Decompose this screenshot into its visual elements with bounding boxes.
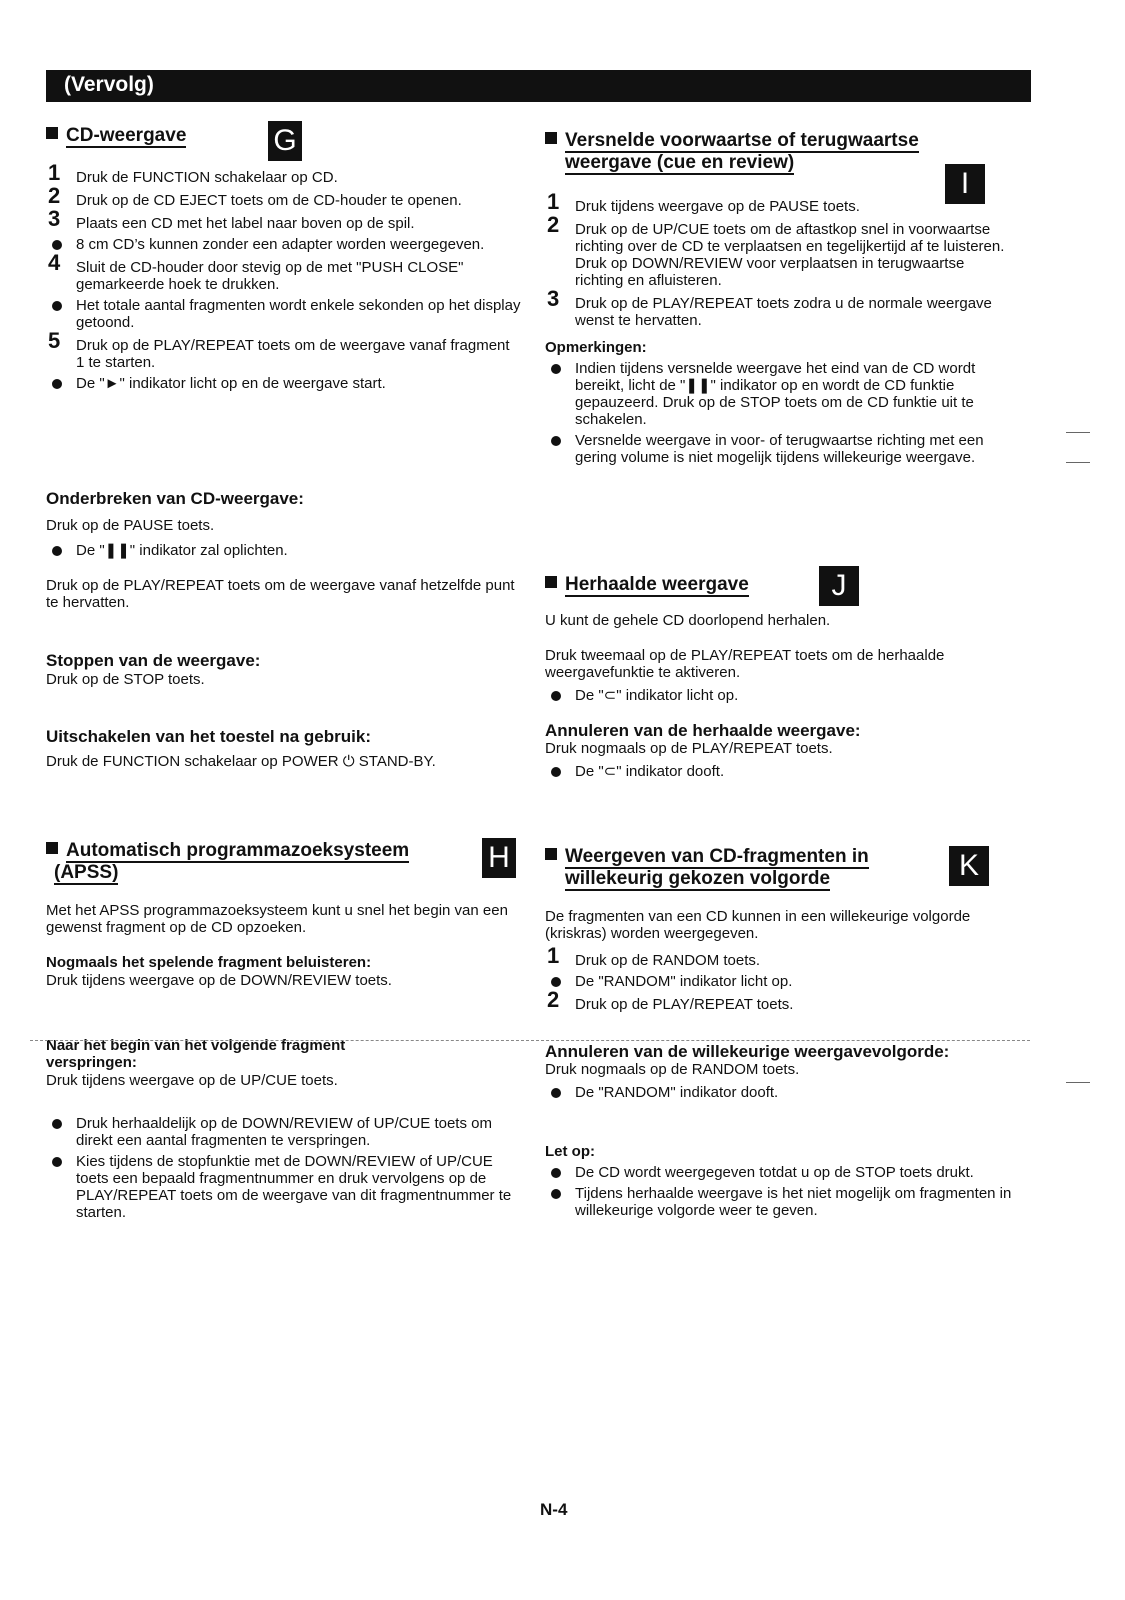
bullet-note: Indien tijdens versnelde weergave het eind van de CD wordt bereikt, licht de "❚❚" indikator op en wordt de CD funktie gepauzeerd. Druk op de STOP toets om de CD funktie uit te schakelen. [545, 360, 1015, 428]
section-title-line2: willekeurig gekozen volgorde [565, 868, 831, 889]
section-title: Weergeven van CD-fragmenten in [565, 846, 869, 867]
section-badge-i: I [945, 164, 985, 204]
margin-mark [1066, 1082, 1090, 1083]
section-title-line2: weergave (cue en review) [565, 152, 795, 173]
notes-heading: Opmerkingen: [545, 339, 647, 356]
bullet-square-icon [46, 842, 58, 854]
bullet-note: De "⊂" indikator licht op. [545, 687, 1015, 704]
step-3: 3 Druk op de PLAY/REPEAT toets zodra u de normale weergave wenst te hervatten. [547, 286, 992, 329]
section-cue-review [545, 130, 1015, 466]
section-badge-g: G [268, 121, 302, 161]
step-4: 4 Sluit de CD-houder door stevig op de met "PUSH CLOSE" gemarkeerde hoek te drukken. [48, 250, 464, 293]
subheading: Stoppen van de weergave: [46, 651, 261, 670]
continued-banner [46, 70, 1031, 102]
subheading: Onderbreken van CD-weergave: [46, 489, 304, 508]
bullet-note: De "►" indikator licht op en de weergave start. [46, 375, 521, 392]
bullet-note: De "RANDOM" indikator dooft. [545, 1084, 1015, 1101]
section-title-line2: (APSS) [54, 862, 119, 883]
step-2: 2 Druk op de CD EJECT toets om de CD-houder te openen. [48, 183, 462, 209]
bullet-note: Versnelde weergave in voor- of terugwaartse richting met een gering volume is niet mogelijk tijdens willekeurige weergave. [545, 432, 1015, 466]
section-power-off: Uitschakelen van het toestel na gebruik: Druk de FUNCTION schakelaar op POWER ⏻ STAND-BY. [46, 728, 521, 770]
section-badge-h: H [482, 838, 516, 878]
section-repeat: Herhaalde weergave J U kunt de gehele CD doorlopend herhalen. Druk tweemaal op de PLAY/REPEAT toets om de herhaalde weergavefunktie te aktiveren. De "⊂" indikator licht op. Annuleren van de herhaalde weergave: Druk nogmaals op de PLAY/REPEAT toets. De "⊂" indikator dooft. [545, 574, 1015, 780]
bullet-note: Het totale aantal fragmenten wordt enkele sekonden op het display getoond. [46, 297, 521, 331]
section-random: Weergeven van CD-fragmenten in willekeurig gekozen volgorde K De fragmenten van een CD kunnen in een willekeurige volgorde (kriskras) worden weergegeven. 1 Druk op de RANDOM toets. De "RANDOM" indikator licht op. 2 Druk op de PLAY/REPEAT toets. Annuleren van de willekeurige weergavevolgorde: Druk nogmaals op de RANDOM toets. De "RANDOM" indikator dooft. Let op: De CD wordt weergegeven totdat u op de STOP toets drukt. Tijdens herhaalde weergave is het niet mogelijk om fragmenten in willekeurige volgorde weer te geven. [545, 846, 1015, 1219]
bullet-note: De "❚❚" indikator zal oplichten. [46, 542, 521, 559]
step-1: 1 Druk tijdens weergave op de PAUSE toets. [547, 189, 860, 215]
bullet-square-icon [545, 132, 557, 144]
section-stop: Stoppen van de weergave: Druk op de STOP toets. [46, 652, 521, 688]
subheading: Annuleren van de herhaalde weergave: [545, 721, 861, 740]
margin-mark [1066, 462, 1090, 463]
bullet-square-icon [545, 576, 557, 588]
section-title: Automatisch programmazoeksysteem [66, 840, 410, 861]
banner-title: (Vervolg) [64, 73, 154, 96]
note-heading: Let op: [545, 1143, 595, 1160]
step-2: 2 Druk op de PLAY/REPEAT toets. [547, 987, 794, 1013]
bullet-note: 8 cm CD’s kunnen zonder een adapter worden weergegeven. [46, 236, 521, 253]
step-1: 1 Druk op de RANDOM toets. [547, 943, 761, 969]
dashed-divider [30, 1040, 1030, 1041]
bullet-square-icon [46, 127, 58, 139]
section-apss: Automatisch programmazoeksysteem (APSS) H Met het APSS programmazoeksysteem kunt u snel het begin van een gewenst fragment op de CD opzoeken. Nogmaals het spelende fragment beluisteren: Druk tijdens weergave op de DOWN/REVIEW toets. Naar het begin van het volgende fragment verspringen: Druk tijdens weergave op de UP/CUE toets. Druk herhaaldelijk op de DOWN/REVIEW of UP/CUE toets om direkt een aantal fragmenten te verspringen. Kies tijdens de stopfunktie met de DOWN/REVIEW of UP/CUE toets een bepaald fragmentnummer en druk vervolgens op de PLAY/REPEAT toets om de weergave van dit fragmentnummer te starten. [46, 840, 521, 1221]
page-number: N-4 [540, 1500, 568, 1519]
section-badge-k: K [949, 846, 989, 886]
bullet-note: Kies tijdens de stopfunktie met de DOWN/REVIEW of UP/CUE toets een bepaald fragmentnummer en druk vervolgens op de PLAY/REPEAT toets om de weergave van dit fragmentnummer te starten. [46, 1153, 521, 1221]
step-5: 5 Druk op de PLAY/REPEAT toets om de weergave vanaf fragment 1 te starten. [48, 328, 510, 371]
section-title: CD-weergave [66, 125, 187, 146]
step-3: 3 Plaats een CD met het label naar boven op de spil. [48, 206, 415, 232]
section-badge-j: J [819, 566, 859, 606]
section-pause: Onderbreken van CD-weergave: Druk op de PAUSE toets. De "❚❚" indikator zal oplichten. Druk op de PLAY/REPEAT toets om de weergave vanaf hetzelfde punt te hervatten. [46, 490, 521, 611]
bullet-note: De "RANDOM" indikator licht op. [545, 973, 1015, 990]
section-title: Herhaalde weergave [565, 574, 749, 595]
subheading: Naar het begin van het volgende fragment verspringen: [46, 1037, 346, 1071]
subheading: Uitschakelen van het toestel na gebruik: [46, 727, 371, 746]
subheading: Annuleren van de willekeurige weergavevolgorde: [545, 1042, 950, 1061]
step-2: 2 Druk op de UP/CUE toets om de aftastkop snel in voorwaartse richting over de CD te verplaatsen en tegelijkertijd af te luisteren. Druk op DOWN/REVIEW voor verplaatsen in terugwaartse richting en afluisteren. [547, 212, 1005, 289]
bullet-note: Druk herhaaldelijk op de DOWN/REVIEW of UP/CUE toets om direkt een aantal fragmenten te verspringen. [46, 1115, 521, 1149]
step-1: 1 Druk de FUNCTION schakelaar op CD. [48, 160, 338, 186]
section-title: Versnelde voorwaartse of terugwaartse [565, 130, 919, 151]
bullet-note: De CD wordt weergegeven totdat u op de STOP toets drukt. [545, 1164, 1015, 1181]
subheading: Nogmaals het spelende fragment beluisteren: [46, 954, 372, 971]
section-cd-playback [46, 125, 521, 392]
bullet-square-icon [545, 848, 557, 860]
margin-mark [1066, 432, 1090, 433]
bullet-note: Tijdens herhaalde weergave is het niet mogelijk om fragmenten in willekeurige volgorde weer te geven. [545, 1185, 1015, 1219]
bullet-note: De "⊂" indikator dooft. [545, 763, 1015, 780]
